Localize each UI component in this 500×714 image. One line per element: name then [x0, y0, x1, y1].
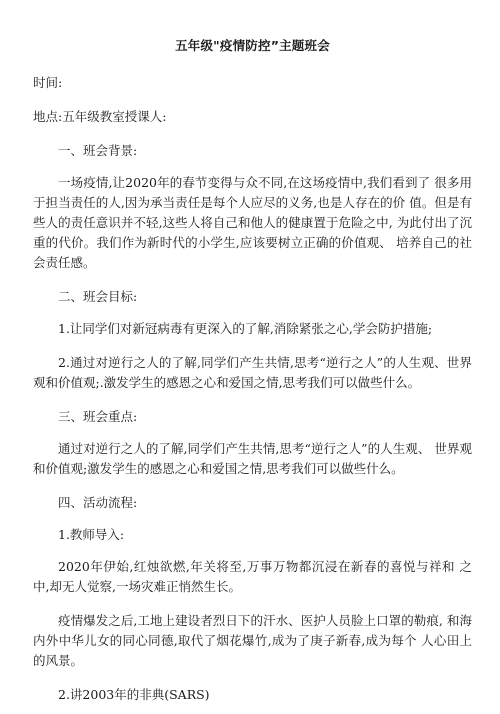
goal-item-1: 1.让同学们对新冠病毒有更深入的了解,消除紧张之心,学会防护措施;: [58, 321, 433, 336]
step-1-text-a: 2020年伊始,红烛欲燃,年关将至,万事万物都沉浸在新春的喜悦与祥和 之中,却无人觉察,一场灾难正悄然生长。: [33, 559, 472, 594]
focus-heading: 三、班会重点:: [58, 409, 138, 424]
location-line: 地点:五年级教室授课人:: [33, 109, 167, 124]
process-heading: 四、活动流程:: [58, 495, 138, 510]
focus-text: 通过对逆行之人的了解,同学们产生共情,思考“逆行之人”的人生观、 世界观和价值观;激发学生的感恩之心和爱国之情,思考我们可以做些什么。: [33, 441, 472, 476]
step-2-heading: 2.讲2003年的非典(SARS): [58, 687, 210, 702]
time-label: 时间:: [33, 75, 63, 90]
document-title: 五年级"疫情防控”主题班会: [175, 38, 330, 53]
goals-heading: 二、班会目标:: [58, 289, 138, 304]
background-heading: 一、班会背景:: [58, 143, 138, 158]
step-1-text-b: 疫情爆发之后,工地上建设者烈日下的汗水、医护人员脸上口罩的勒痕, 和海内外中华儿女的同心同德,取代了烟花爆竹,成为了庚子新春,成为每个 人心田上的风景。: [33, 613, 472, 668]
goal-item-2: 2.通过对逆行之人的了解,同学们产生共情,思考“逆行之人”的人生观、世界观和价值观;.激发学生的感恩之心和爱国之情,思考我们可以做些什么。: [33, 355, 472, 390]
background-text: 一场疫情,让2020年的春节变得与众不同,在这场疫情中,我们看到了 很多用于担当责任的人,因为承当责任是每个人应尽的义务,也是人存在的价 值。但是有些人的责任意识并不轻,这些人将自己和他人的健康置于危险之中, 为此付出了沉重的代价。我们作为新时代的小学生,应该要树立正确的价值观、 培养自己的社会责任感。: [33, 175, 472, 270]
step-1-heading: 1.教师导入:: [58, 527, 125, 542]
